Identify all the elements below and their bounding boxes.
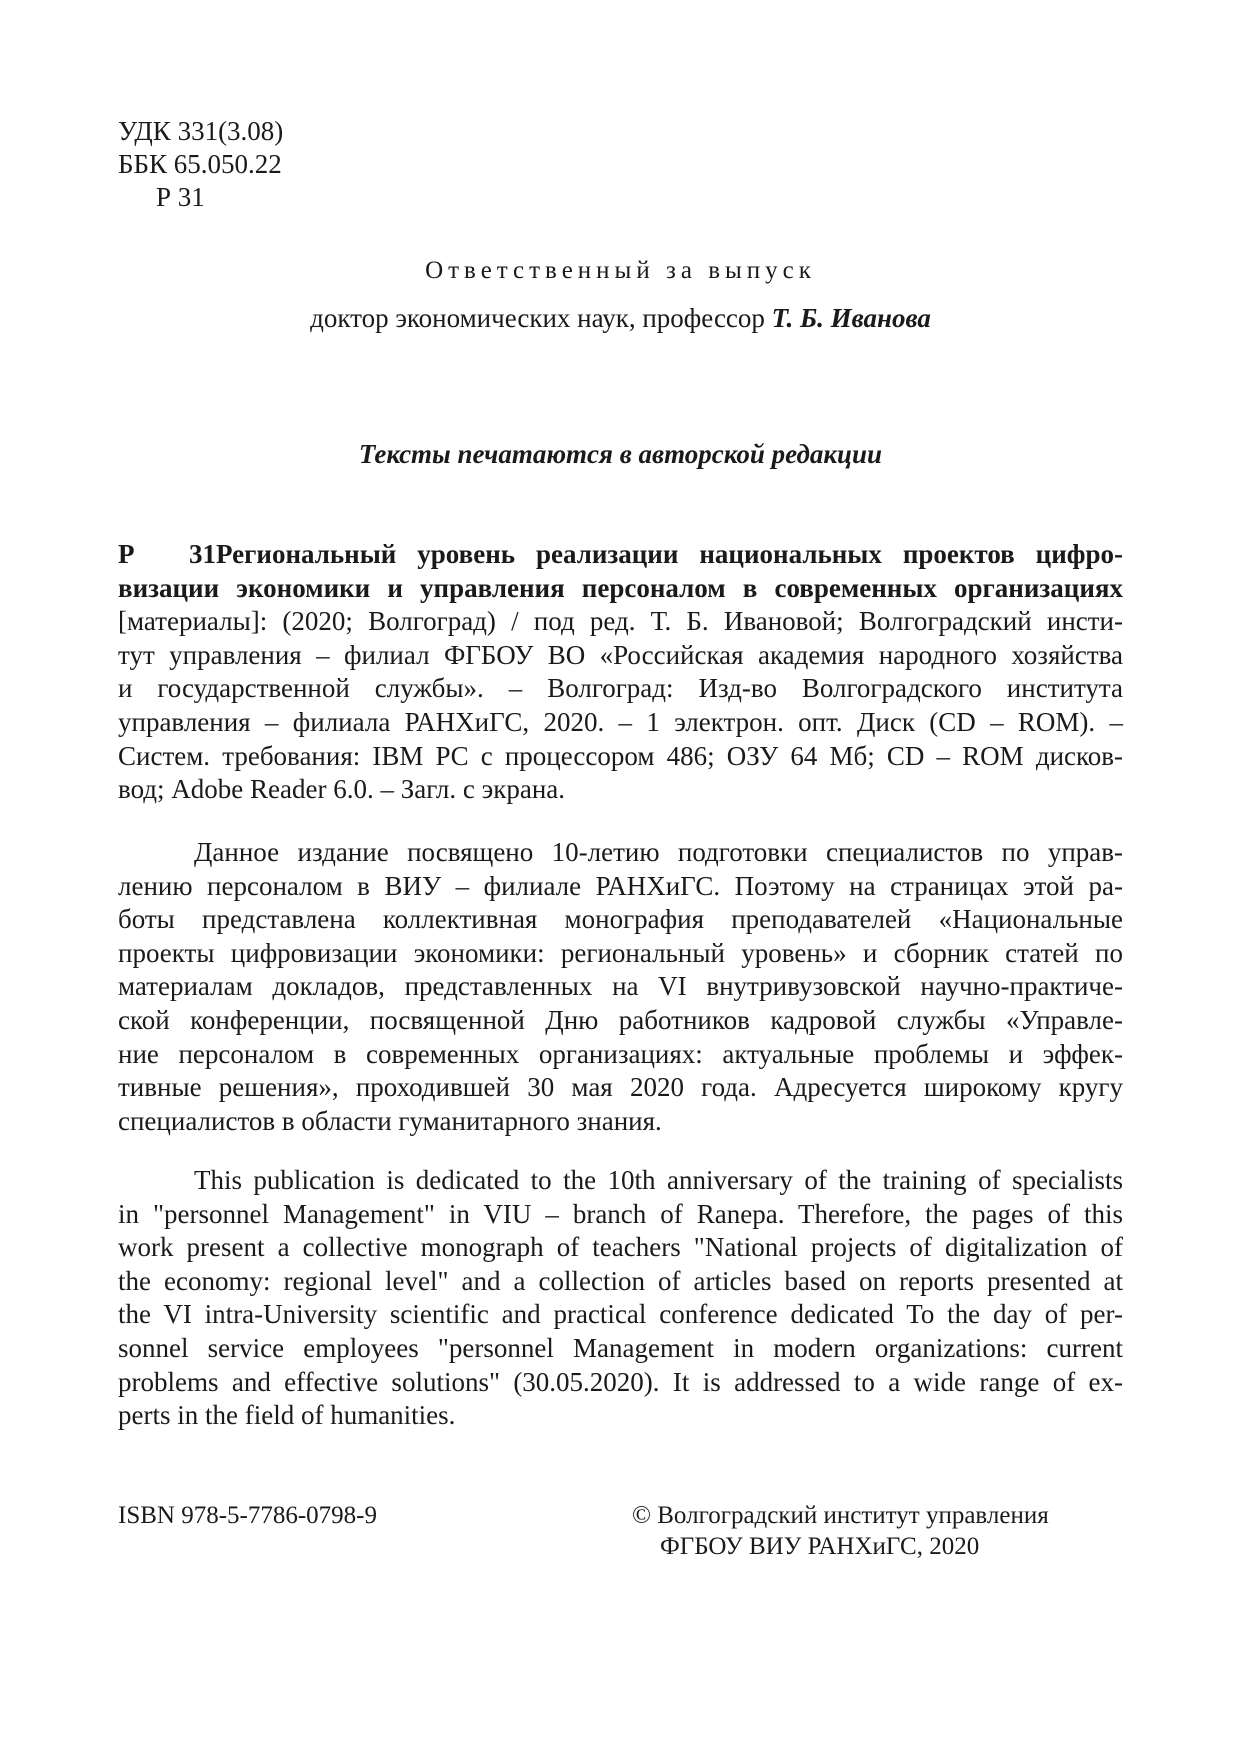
entry-line: [материалы]: (2020; Волгоград) / под ред. Т. Б. Ивановой; Волгоградский инсти-	[118, 606, 1123, 637]
abstract-en-line: in "personnel Management" in VIU – branch of Ranepa. Therefore, the pages of this	[118, 1198, 1123, 1229]
responsible-name: Т. Б. Иванова	[771, 303, 931, 333]
abstract-english	[118, 1164, 1123, 1433]
abstract-ru-line: проекты цифровизации экономики: региональный уровень» и сборник статей по	[118, 937, 1123, 968]
entry-line: Систем. требования: IBM PC с процессором 486; ОЗУ 64 Мб; CD – ROM дисков-	[118, 740, 1123, 771]
abstract-ru-line: ской конференции, посвященной Дню работников кадровой службы «Управле-	[118, 1004, 1123, 1035]
entry-line: тут управления – филиал ФГБОУ ВО «Российская академия народного хозяйства	[118, 639, 1123, 670]
entry-line: вод; Adobe Reader 6.0. – Загл. с экрана.	[118, 774, 566, 805]
entry-code: Р 31	[118, 539, 216, 569]
bbk-code: ББК 65.050.22	[118, 149, 282, 179]
abstract-en-line: problems and effective solutions" (30.05.2020). It is addressed to a wide range of ex-	[118, 1366, 1123, 1397]
abstract-en-line: This publication is dedicated to the 10th anniversary of the training of specialists	[194, 1165, 1123, 1195]
abstract-ru-line: тивные решения», проходившей 30 мая 2020 года. Адресуется широкому кругу	[118, 1072, 1123, 1103]
entry-line: управления – филиала РАНХиГС, 2020. – 1 электрон. опт. Диск (CD – ROM). –	[118, 706, 1123, 737]
copyright	[632, 1500, 1049, 1562]
abstract-en-line: the VI intra-University scientific and practical conference dedicated To the day of per-	[118, 1299, 1123, 1330]
abstract-en-line: perts in the field of humanities.	[118, 1400, 456, 1431]
copyright-line: © Волгоградский институт управления	[632, 1502, 1049, 1529]
abstract-en-line: the economy: regional level" and a collection of articles based on reports presented at	[118, 1265, 1123, 1296]
abstract-ru-line: ние персоналом в современных организациях: актуальные проблемы и эффек-	[118, 1038, 1123, 1069]
classification-codes	[118, 115, 283, 214]
abstract-ru-line: специалистов в области гуманитарного знания.	[118, 1105, 662, 1136]
abstract-ru-line: материалам докладов, представленных на VI внутривузовской научно-практиче-	[118, 971, 1123, 1002]
abstract-ru-line: лению персоналом в ВИУ – филиале РАНХиГС. Поэтому на страницах этой ра-	[118, 870, 1123, 901]
abstract-en-line: work present a collective monograph of teachers "National projects of digitalization of	[118, 1232, 1123, 1263]
responsible-title: доктор экономических наук, профессор	[310, 303, 765, 333]
responsible-person	[0, 301, 1241, 335]
editorial-note: Тексты печатаются в авторской редакции	[358, 439, 883, 469]
author-mark: Р 31	[156, 182, 205, 212]
entry-title-line: визации экономики и управления персоналом в современных организациях	[118, 572, 1123, 603]
copyright-line: ФГБОУ ВИУ РАНХиГС, 2020	[660, 1533, 980, 1560]
abstract-ru-line: боты представлена коллективная монография преподавателей «Национальные	[118, 904, 1123, 935]
abstract-en-line: sonnel service employees "personnel Management in modern organizations: current	[118, 1332, 1123, 1363]
isbn: ISBN 978-5-7786-0798-9	[118, 1502, 378, 1529]
entry-line: и государственной службы». – Волгоград: Изд-во Волгоградского института	[118, 673, 1123, 704]
responsible-heading: Ответственный за выпуск	[425, 257, 816, 284]
bibliographic-entry	[118, 538, 1123, 807]
entry-title-line: Р 31Региональный уровень реализации национальных проектов цифро-	[118, 538, 1123, 572]
abstract-russian	[118, 836, 1123, 1138]
udk-code: УДК 331(3.08)	[118, 116, 284, 146]
abstract-ru-line: Данное издание посвящено 10-летию подготовки специалистов по управ-	[194, 837, 1123, 867]
